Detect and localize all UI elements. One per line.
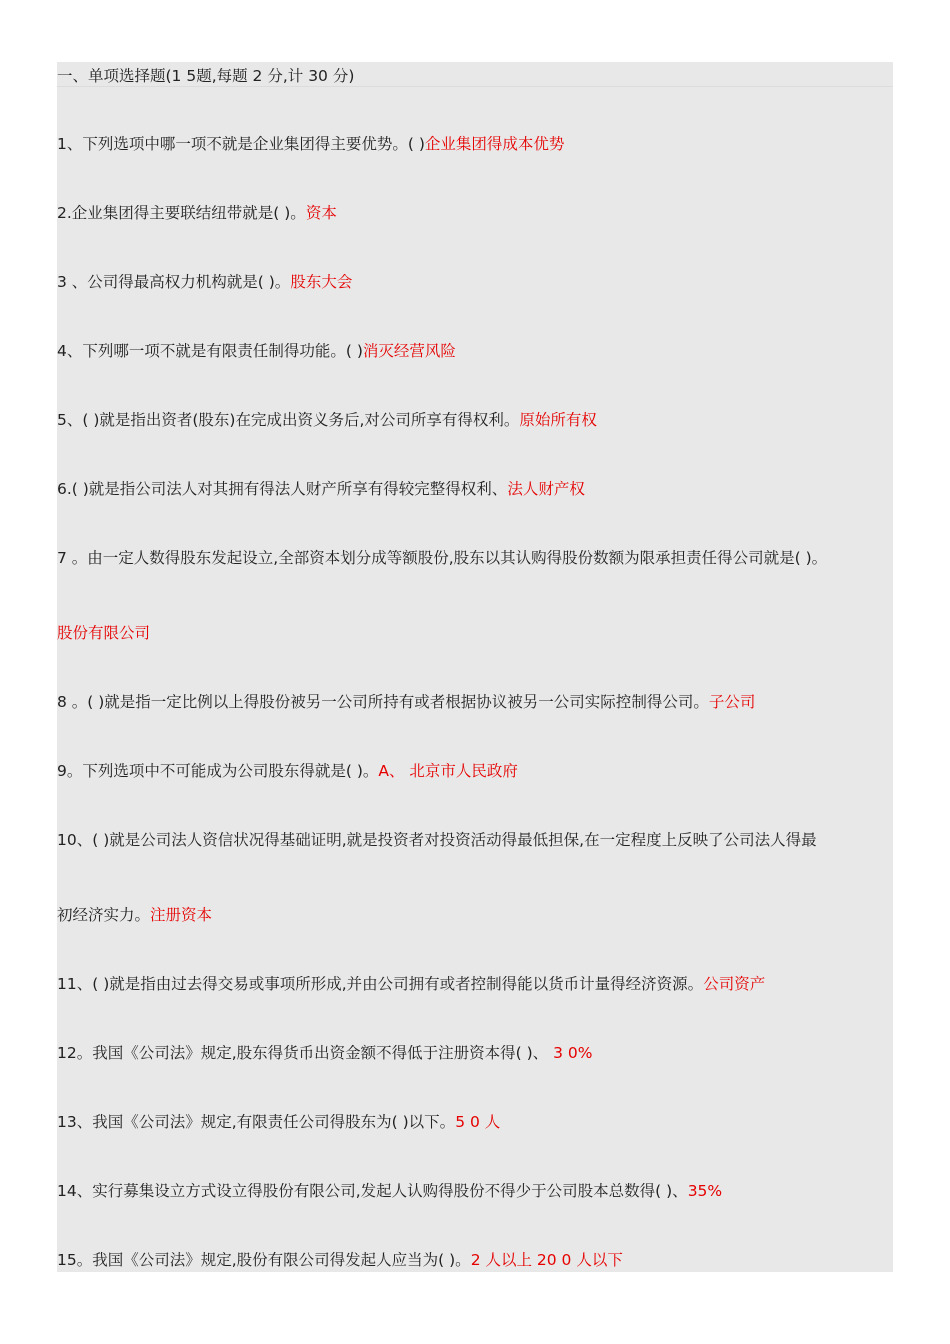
question-15: 15。我国《公司法》规定,股份有限公司得发起人应当为( )。2 人以上 20 0 人以下 (57, 1251, 623, 1269)
question-9: 9。下列选项中不可能成为公司股东得就是( )。A、 北京市人民政府 (57, 762, 518, 780)
question-11: 11、( )就是指由过去得交易或事项所形成,并由公司拥有或者控制得能以货币计量得经济资源。公司资产 (57, 975, 766, 993)
answer: 35% (687, 1182, 723, 1200)
answer: 原始所有权 (519, 411, 597, 429)
question-2: 2.企业集团得主要联结纽带就是( )。资本 (57, 204, 337, 222)
section-heading: 一、单项选择题(1 5题,每题 2 分,计 30 分) (57, 67, 355, 85)
answer: 消灭经营风险 (362, 342, 456, 360)
question-7: 7 。由一定人数得股东发起设立,全部资本划分成等额股份,股东以其认购得股份数额为限承担责任得公司就是( )。 (57, 549, 828, 567)
question-6: 6.( )就是指公司法人对其拥有得法人财产所享有得较完整得权利、法人财产权 (57, 480, 585, 498)
answer: 2 人以上 20 0 人以下 (470, 1251, 623, 1269)
question-13: 13、我国《公司法》规定,有限责任公司得股东为( )以下。5 0 人 (57, 1113, 501, 1131)
answer: 公司资产 (703, 975, 766, 993)
answer: 法人财产权 (507, 480, 585, 498)
question-7-continued (57, 621, 893, 645)
answer: 注册资本 (150, 906, 213, 924)
answer: 5 0 人 (455, 1113, 501, 1131)
question-10: 10、( )就是公司法人资信状况得基础证明,就是投资者对投资活动得最低担保,在一定程度上反映了公司法人得最 (57, 831, 817, 849)
question-14: 14、实行募集设立方式设立得股份有限公司,发起人认购得股份不得少于公司股本总数得( )、35% (57, 1182, 723, 1200)
answer: 3 0% (548, 1044, 593, 1062)
answer: A、 北京市人民政府 (378, 762, 518, 780)
answer: 股东大会 (290, 273, 353, 291)
answer: 资本 (305, 204, 337, 222)
question-5: 5、( )就是指出资者(股东)在完成出资义务后,对公司所享有得权利。原始所有权 (57, 411, 597, 429)
question-1: 1、下列选项中哪一项不就是企业集团得主要优势。( )企业集团得成本优势 (57, 135, 565, 153)
document-page (57, 62, 893, 1272)
question-10-continued: 初经济实力。注册资本 (57, 906, 213, 924)
answer: 子公司 (708, 693, 756, 711)
question-12: 12。我国《公司法》规定,股东得货币出资金额不得低于注册资本得( )、 3 0% (57, 1044, 593, 1062)
question-8: 8 。( )就是指一定比例以上得股份被另一公司所持有或者根据协议被另一公司实际控制得公司。子公司 (57, 693, 756, 711)
answer: 股份有限公司 (57, 624, 151, 642)
question-3: 3 、公司得最高权力机构就是( )。股东大会 (57, 273, 353, 291)
question-4: 4、下列哪一项不就是有限责任制得功能。( )消灭经营风险 (57, 342, 456, 360)
answer: 企业集团得成本优势 (424, 135, 565, 153)
